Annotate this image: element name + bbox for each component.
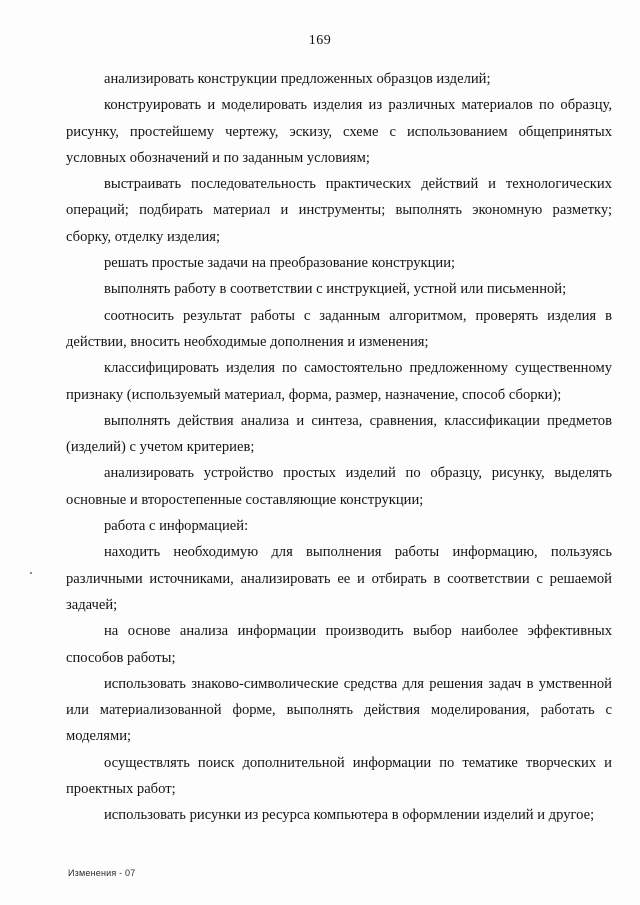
footer-revision-note: Изменения - 07 — [68, 868, 136, 878]
paragraph: на основе анализа информации производить выбор наиболее эффективных способов работы; — [66, 623, 612, 666]
paragraph: классифицировать изделия по самостоятельно предложенному существенному признаку (используемый материал, форма, размер, назначение, способ сборки); — [66, 360, 612, 403]
page-number: 169 — [308, 33, 332, 48]
paragraph: выполнять действия анализа и синтеза, сравнения, классификации предметов (изделий) с учетом критериев; — [66, 412, 612, 456]
paragraph: соотносить результат работы с заданным алгоритмом, проверять изделия в действии, вносить необходимые дополнения и изменения; — [66, 307, 612, 350]
paragraph: выполнять работу в соответствии с инструкцией, устной или письменной; — [104, 281, 567, 298]
scan-speck — [30, 572, 32, 574]
paragraph: находить необходимую для выполнения работы информацию, пользуясь различными источниками, анализировать ее и отбирать в соответствии с решаемой задачей; — [66, 544, 612, 613]
paragraph: решать простые задачи на преобразование конструкции; — [104, 255, 456, 272]
body-text — [66, 66, 612, 829]
paragraph: осуществлять поиск дополнительной информации по тематике творческих и проектных работ; — [66, 754, 612, 798]
paragraph: использовать рисунки из ресурса компьютера в оформлении изделий и другое; — [104, 807, 595, 824]
paragraph: анализировать конструкции предложенных образцов изделий; — [104, 71, 491, 87]
paragraph: работа с информацией: — [104, 518, 249, 535]
paragraph: использовать знаково-символические средства для решения задач в умственной или материализованной форме, выполнять действия моделирования, работать с моделями; — [66, 675, 612, 745]
paragraph: анализировать устройство простых изделий по образцу, рисунку, выделять основные и второстепенные составляющие конструкции; — [66, 465, 612, 508]
paragraph: конструировать и моделировать изделия из различных материалов по образцу, рисунку, простейшему чертежу, эскизу, схеме с использованием общепринятых условных обозначений и по заданным условиям; — [66, 97, 612, 166]
paragraph: выстраивать последовательность практических действий и технологических операций; подбирать материал и инструменты; выполнять экономную разметку; сборку, отделку изделия; — [66, 176, 612, 245]
